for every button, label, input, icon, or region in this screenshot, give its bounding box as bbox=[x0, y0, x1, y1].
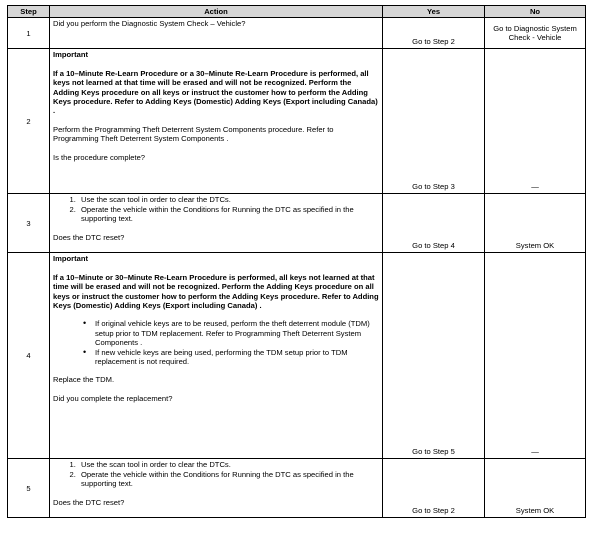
procedure-list bbox=[53, 460, 379, 488]
header-step: Step bbox=[8, 6, 50, 18]
list-item: 2. Operate the vehicle within the Conditions for Running the DTC as specified in the supporting text. bbox=[78, 470, 379, 489]
step-question: Did you perform the Diagnostic System Check – Vehicle? bbox=[53, 19, 246, 29]
table-row-step-1 bbox=[8, 18, 586, 49]
action-cell bbox=[50, 194, 383, 253]
step-number: 4 bbox=[8, 253, 50, 459]
list-item: • If original vehicle keys are to be reused, perform the theft deterrent module (TDM) setup prior to TDM replacement. Refer to Programming Theft Deterrent System Components . bbox=[87, 319, 379, 347]
step-question: Did you complete the replacement? bbox=[53, 393, 173, 403]
action-cell bbox=[50, 253, 383, 459]
step-question: Does the DTC reset? bbox=[53, 497, 125, 507]
no-result: System OK bbox=[485, 194, 586, 253]
list-item: 1. Use the scan tool in order to clear the DTCs. bbox=[78, 460, 379, 469]
list-item: 2. Operate the vehicle within the Conditions for Running the DTC as specified in the supporting text. bbox=[78, 205, 379, 224]
yes-result: Go to Step 4 bbox=[383, 194, 485, 253]
step-number: 1 bbox=[8, 18, 50, 49]
no-result: — bbox=[485, 253, 586, 459]
table-header-row bbox=[8, 6, 586, 18]
yes-result: Go to Step 2 bbox=[383, 18, 485, 49]
step-number: 3 bbox=[8, 194, 50, 253]
action-cell bbox=[50, 459, 383, 518]
bullet-list bbox=[53, 319, 379, 366]
no-result: Go to Diagnostic System Check - Vehicle bbox=[485, 18, 586, 49]
table-row-step-5 bbox=[8, 459, 586, 518]
list-item: • If new vehicle keys are being used, performing the TDM setup prior to TDM replacement is not required. bbox=[87, 348, 379, 367]
no-result: — bbox=[485, 49, 586, 194]
header-no: No bbox=[485, 6, 586, 18]
list-item: 1. Use the scan tool in order to clear the DTCs. bbox=[78, 195, 379, 204]
header-action: Action bbox=[50, 6, 383, 18]
no-result: System OK bbox=[485, 459, 586, 518]
diagnostic-steps-table bbox=[7, 5, 586, 518]
yes-result: Go to Step 3 bbox=[383, 49, 485, 194]
step-question: Is the procedure complete? bbox=[53, 152, 146, 162]
step-number: 2 bbox=[8, 49, 50, 194]
important-text: If a 10–Minute Re-Learn Procedure or a 30–Minute Re-Learn Procedure is performed, all keys not learned at that time will be erased and will not be recognized. Perform the Adding Keys procedure on all keys or instruct the customer how to perform the Adding Keys procedure. Refer to Adding Keys (Domestic) Adding Keys (Export including Canada) . bbox=[53, 68, 378, 116]
step-number: 5 bbox=[8, 459, 50, 518]
procedure-list bbox=[53, 195, 379, 223]
important-title: Important bbox=[53, 50, 89, 60]
diagnostic-table-container bbox=[7, 5, 585, 518]
action-cell bbox=[50, 49, 383, 194]
table-row-step-2 bbox=[8, 49, 586, 194]
step-question: Does the DTC reset? bbox=[53, 232, 125, 242]
yes-result: Go to Step 5 bbox=[383, 253, 485, 459]
table-row-step-3 bbox=[8, 194, 586, 253]
step-instruction: Replace the TDM. bbox=[53, 375, 115, 385]
header-yes: Yes bbox=[383, 6, 485, 18]
yes-result: Go to Step 2 bbox=[383, 459, 485, 518]
step-instruction: Perform the Programming Theft Deterrent System Components procedure. Refer to Programming Theft Deterrent System Components . bbox=[53, 124, 334, 144]
action-cell bbox=[50, 18, 383, 49]
important-text: If a 10–Minute or 30–Minute Re-Learn Procedure is performed, all keys not learned at that time will be erased and will not be recognized. Perform the Adding Keys procedure on all keys or instruct the customer how to perform the Adding Keys procedure. Refer to Adding Keys (Domestic) Adding Keys (Export including Canada) . bbox=[53, 272, 379, 311]
table-row-step-4 bbox=[8, 253, 586, 459]
important-title: Important bbox=[53, 254, 89, 264]
